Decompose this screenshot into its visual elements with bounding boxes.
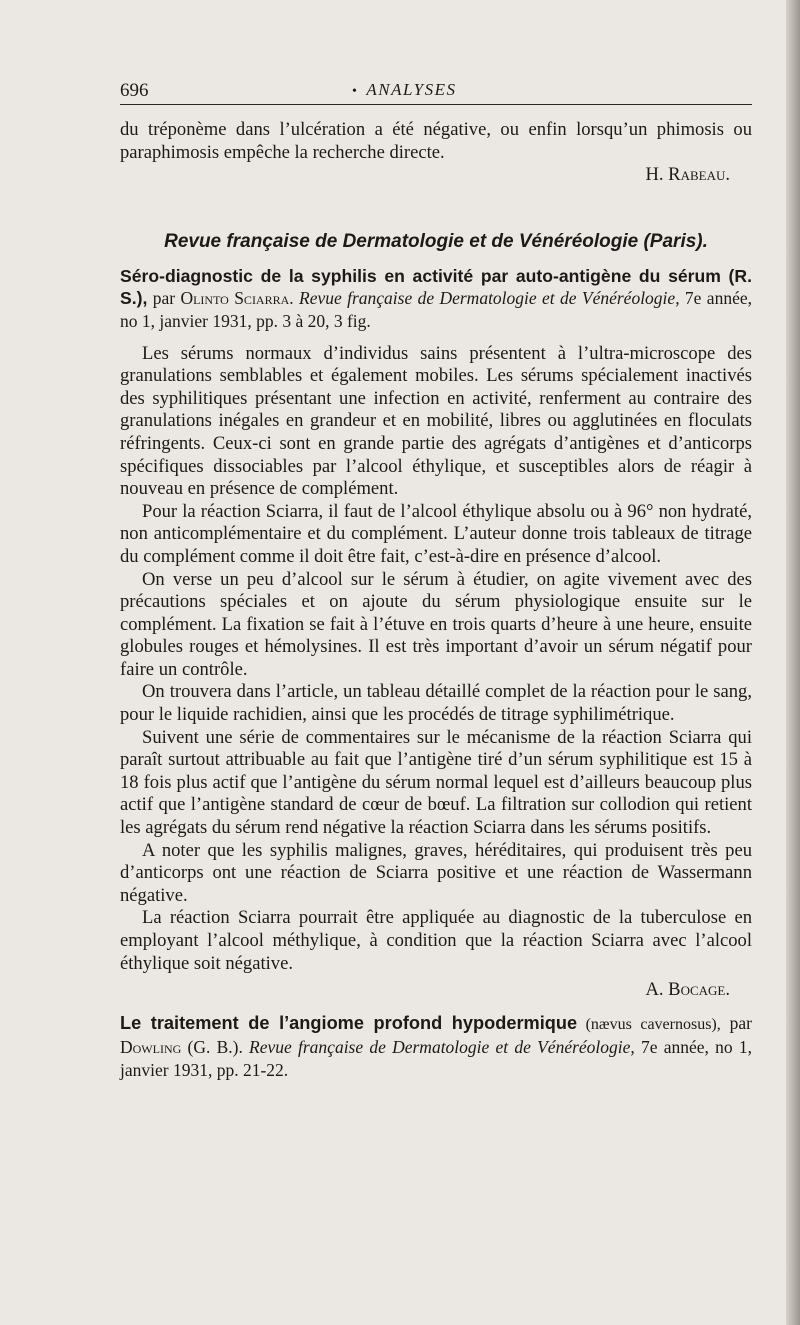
article-par: par (147, 288, 181, 309)
intro-paragraph: du tréponème dans l’ulcération a été négative, ou enfin lorsqu’un phimosis ou paraphimosis empêche la recherche directe. (120, 119, 752, 163)
article-author: Olinto Sciarra. (180, 288, 294, 309)
journal-heading: Revue française de Dermatologie et de Vénéréologie (Paris). (164, 230, 708, 252)
section-title (352, 80, 456, 100)
body-paragraph: Pour la réaction Sciarra, il faut de l’alcool éthylique absolu ou à 96° non hydraté, non anticomplémentaire et du complément. L’auteur donne trois tableaux de titrage du complément comme il doit être fait, c’est-à-dire en présence d’alcool. (120, 500, 752, 567)
article-citation (120, 265, 752, 333)
second-article-citation (120, 1012, 752, 1082)
signature-initial: A. (645, 979, 664, 1001)
article-journal: Revue française de Dermatologie et de Vénéréologie, (293, 288, 680, 309)
second-article-subtitle: (nævus cavernosus), (577, 1015, 721, 1033)
signature-name: Rabeau. (668, 164, 730, 186)
article-title: Séro-diagnostic de la syphilis en activité par auto-antigène du sérum (R. S.), (120, 265, 752, 309)
second-article-initials: (G. B.). (181, 1037, 243, 1058)
second-article-par: par (720, 1012, 752, 1033)
page (120, 78, 752, 1082)
second-article-reference (120, 1012, 752, 1082)
section-label: ANALYSES (366, 80, 457, 99)
bullet-icon: • (352, 84, 359, 99)
signature-rabeau (120, 164, 752, 187)
second-article-journal: Revue française de Dermatologie et de Vénéréologie, (242, 1037, 635, 1058)
body-paragraph: On trouvera dans l’article, un tableau détaillé complet de la réaction pour le sang, pour le liquide rachidien, ainsi que les procédés de titrage syphilimétrique. (120, 681, 752, 726)
signature-name: Bocage. (668, 979, 730, 1001)
second-article-author: Dowling (120, 1037, 182, 1058)
article-body (120, 343, 752, 976)
body-paragraph: A noter que les syphilis malignes, graves, héréditaires, qui produisent très peu d’anticorps ont une réaction de Sciarra positive et une réaction de Wassermann négative. (120, 839, 752, 906)
signature-bocage (120, 979, 752, 1002)
body-paragraph: Suivent une série de commentaires sur le mécanisme de la réaction Sciarra qui paraît surtout attribuable au fait que l’antigène tiré d’un sérum syphilitique est 15 à 18 fois plus actif que l’antigène du sérum normal lequel est d’ailleurs beaucoup plus actif que l’antigène standard de cœur de bœuf. La filtration sur collodion qui retient les agrégats du sérum rend négative la réaction Sciarra dans les sérums positifs. (120, 726, 752, 839)
page-edge-shadow (786, 0, 800, 1325)
second-article-details: 7e année, no 1, janvier 1931, pp. 21-22. (120, 1037, 752, 1080)
body-paragraph: La réaction Sciarra pourrait être appliquée au diagnostic de la tuberculose en employant l’alcool méthylique, à condition que la réaction Sciarra avec l’alcool éthylique soit négative. (120, 907, 752, 974)
body-paragraph: On verse un peu d’alcool sur le sérum à étudier, on agite vivement avec des précautions spéciales et on ajoute du sérum physiologique ensuite sur le complément. La fixation se fait à l’étuve en trois quarts d’heure à une heure, ensuite globules rouges et hémolysines. Il est très important d’avoir un sérum négatif pour faire un contrôle. (120, 568, 752, 680)
second-article-title: Le traitement de l’angiome profond hypodermique (120, 1012, 578, 1033)
running-head (120, 78, 752, 105)
body-paragraph: Les sérums normaux d’individus sains présentent à l’ultra-microscope des granulations semblables et également mobiles. Les sérums spécialement inactivés des syphilitiques présentant une infection en activité, renferment au contraire des granulations inégales en grandeur et en mobilité, libres ou agglutinées en floculats réfringents. Ceux-ci sont en grande partie des agrégats d’antigènes et d’anticorps spécifiques dissociables par l’alcool éthylique, et susceptibles alors de réagir à nouveau en présence de complément. (120, 342, 752, 500)
signature-initial: H. (645, 164, 664, 186)
article-reference (120, 265, 752, 333)
article-details: 7e année, no 1, janvier 1931, pp. 3 à 20, 3 fig. (120, 288, 752, 331)
page-number: 696 (120, 80, 149, 101)
